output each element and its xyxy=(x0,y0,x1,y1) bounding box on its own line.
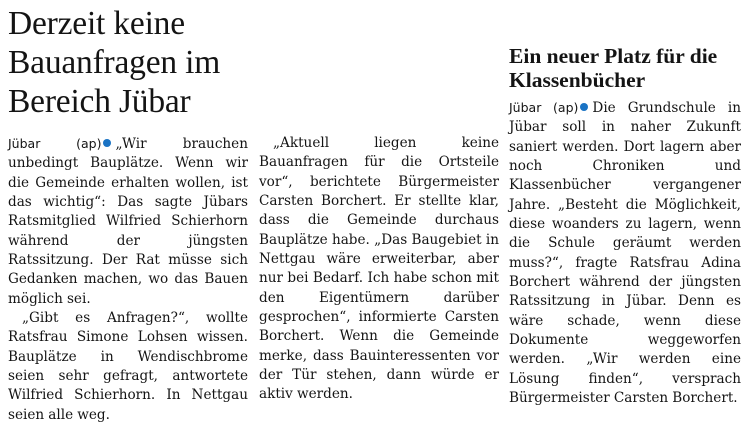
dateline: Jübar (ap) xyxy=(8,136,102,151)
article-column-1 xyxy=(8,134,248,425)
article-paragraph: „Gibt es Anfragen?“, wollte Ratsfrau Simone Lohsen wissen. Bauplätze in Wendischbrome seien sehr gefragt, antwortete Wilfried Schierhorn. In Nettgau seien alle weg. xyxy=(8,310,248,423)
article-paragraph: „Aktuell liegen keine Bauanfragen für die Ortsteile vor“, berichtete Bürgermeister Carsten Borchert. Er stellte klar, dass die Gemeinde durchaus Bauplätze habe. „Das Baugebiet in Nettgau wäre erweiterbar, aber nur bei Bedarf. Ich habe schon mit den Eigentümern darüber gesprochen“, informierte Carsten Borchert. Wenn die Gemeinde merke, dass Bauinteressenten vor der Tür stehen, dann würde er aktiv werden. xyxy=(259,135,499,403)
article-headline: Derzeit keine Bauanfragen im Bereich Jübar xyxy=(8,5,221,120)
article-headline-secondary: Ein neuer Platz für die Klassenbücher xyxy=(509,44,718,92)
dot-icon xyxy=(103,139,111,147)
paragraph-text: „Wir brauchen unbedingt Bauplätze. Wenn wir die Gemeinde erhalten wollen, ist das wichtig“: Das sagte Jübars Ratsmitglied Wilfried Schierhorn während der jüngsten Ratssitzung. Der Rat müsse sich Gedanken machen, wo das Bauen möglich sei. xyxy=(8,136,248,307)
dot-icon xyxy=(580,103,588,111)
article-paragraph xyxy=(8,134,248,309)
article-paragraph xyxy=(509,98,741,409)
dateline: Jübar (ap) xyxy=(509,100,579,115)
article-column-3 xyxy=(509,98,741,409)
paragraph-text: Die Grundschule in Jübar soll in naher Zukunft saniert werden. Dort lagern aber noch Chroniken und Klassenbücher vergangener Jahre. „Besteht die Möglichkeit, diese woanders zu lagern, wenn die Schule geräumt werden muss?“, fragte Ratsfrau Adina Borchert während der jüngsten Ratssitzung in Jübar. Denn es wäre schade, wenn diese Dokumente weggeworfen werden. „Wir werden eine Lösung finden“, versprach Bürgermeister Carsten Borchert. xyxy=(509,100,742,407)
article-column-2 xyxy=(259,134,499,405)
